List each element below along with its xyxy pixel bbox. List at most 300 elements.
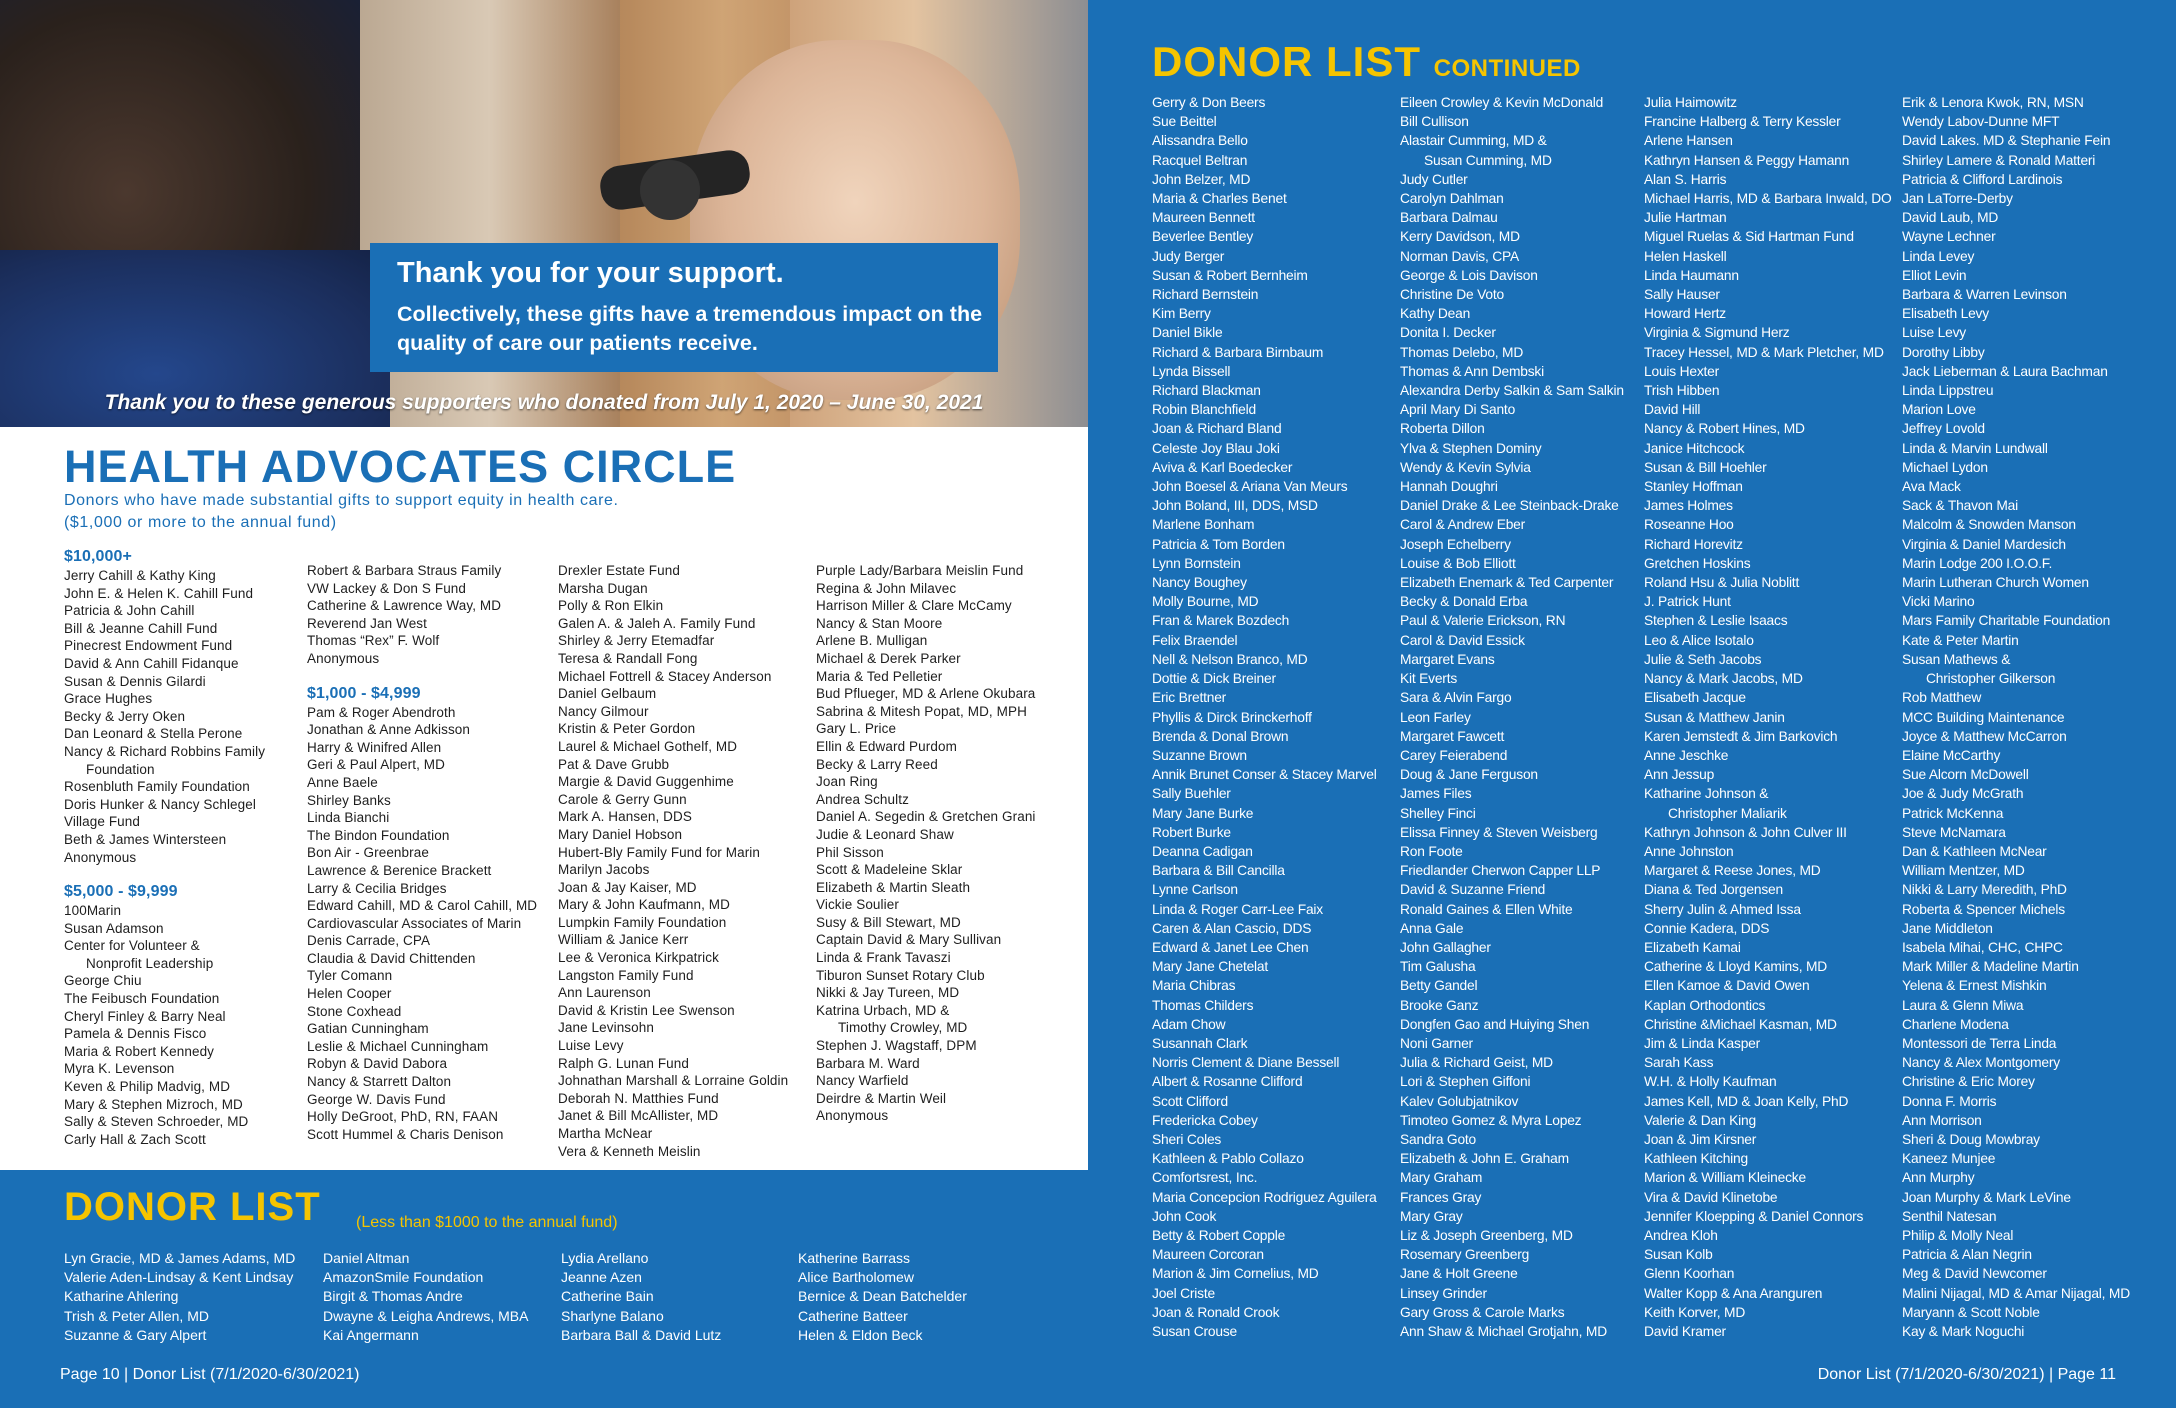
donor-name: Cheryl Finley & Barry Neal (64, 1008, 226, 1024)
donor-name: Katrina Urbach, MD & (816, 1002, 950, 1018)
donor-name: Margaret Evans (1400, 651, 1495, 667)
donor-name: Joel Criste (1152, 1285, 1215, 1301)
donor-name: Anonymous (64, 849, 137, 865)
donor-name: Maria & Robert Kennedy (64, 1043, 215, 1059)
donor-name: Andrea Schultz (816, 791, 909, 807)
donor-name: Vicki Marino (1902, 594, 1975, 610)
donor-name: Kate & Peter Martin (1902, 632, 2019, 648)
health-advocates-circle-title: HEALTH ADVOCATES CIRCLE (64, 441, 737, 492)
donor-name: Noni Garner (1400, 1035, 1473, 1051)
donor-name: Patricia & Alan Negrin (1902, 1247, 2032, 1263)
donor-name: Adam Chow (1152, 1016, 1226, 1032)
donor-name: Ellen Kamoe & David Owen (1644, 978, 1810, 994)
donor-name: Senthil Natesan (1902, 1208, 1997, 1224)
donor-name: Nancy & Mark Jacobs, MD (1644, 671, 1803, 687)
donor-name: Elisabeth Jacque (1644, 690, 1746, 706)
donor-name: Christine & Eric Morey (1902, 1074, 2035, 1090)
donor-name: Pam & Roger Abendroth (307, 704, 456, 720)
donor-name: Maureen Bennett (1152, 210, 1255, 226)
donor-name: Leslie & Michael Cunningham (307, 1038, 489, 1054)
donor-name: Brenda & Donal Brown (1152, 728, 1289, 744)
donor-name: Jeffrey Lovold (1902, 421, 1985, 437)
donor-name: Harrison Miller & Clare McCamy (816, 598, 1012, 614)
hac-column-1 (64, 547, 265, 1148)
donor-name: Marlene Bonham (1152, 517, 1255, 533)
donor-name: Linda Levey (1902, 248, 1975, 264)
donor-name: Larry & Cecilia Bridges (307, 880, 447, 896)
donor-name: Timothy Crowley, MD (838, 1020, 968, 1036)
donor-name: Miguel Ruelas & Sid Hartman Fund (1644, 229, 1854, 245)
donor-name: Purple Lady/Barbara Meislin Fund (816, 563, 1024, 578)
donor-name: Mary Jane Burke (1152, 805, 1254, 821)
donor-name: Nell & Nelson Branco, MD (1152, 651, 1308, 667)
donor-name: Anonymous (307, 650, 380, 666)
donor-name: Christine De Voto (1400, 287, 1504, 303)
donor-name: Felix Braendel (1152, 632, 1238, 648)
donor-name: Mars Family Charitable Foundation (1902, 613, 2111, 629)
donor-name: Joe & Judy McGrath (1902, 786, 2024, 802)
donor-name: Valerie Aden-Lindsay & Kent Lindsay (64, 1269, 294, 1286)
donor-name: Kathy Dean (1400, 306, 1471, 322)
donor-name: Sara & Alvin Fargo (1400, 690, 1512, 706)
donor-name: Malcolm & Snowden Manson (1902, 517, 2076, 533)
donor-name: Bon Air - Greenbrae (307, 845, 429, 861)
donor-name: Deirdre & Martin Weil (816, 1090, 947, 1106)
donor-name: Patrick McKenna (1902, 805, 2004, 821)
donor-name: Kalev Golubjatnikov (1400, 1093, 1519, 1109)
donor-name: Sack & Thavon Mai (1902, 498, 2018, 514)
donor-name: Nonprofit Leadership (86, 955, 214, 971)
donor-name: Erik & Lenora Kwok, RN, MSN (1902, 95, 2084, 110)
donor-name: Christopher Maliarik (1668, 805, 1787, 821)
donor-name: Linda & Frank Tavaszi (816, 950, 951, 966)
donor-name: Francine Halberg & Terry Kessler (1644, 114, 1841, 130)
donor-name: Kit Everts (1400, 671, 1458, 687)
donor-name: Howard Hertz (1644, 306, 1726, 322)
donor-name: Lynne Carlson (1152, 882, 1238, 898)
donor-name: Brooke Ganz (1400, 997, 1479, 1013)
donor-name: Nancy & Richard Robbins Family (64, 743, 266, 759)
donor-name: George Chiu (64, 973, 142, 989)
donor-name: John E. & Helen K. Cahill Fund (64, 585, 254, 601)
donor-name: Joan Ring (816, 774, 878, 790)
donor-name: Betty Gandel (1400, 978, 1478, 994)
donor-name: David & Ann Cahill Fidanque (64, 655, 239, 671)
page-footer-left: Page 10 | Donor List (7/1/2020-6/30/2021) (60, 1366, 360, 1383)
donor-continued-column-2 (1400, 93, 1624, 1341)
donor-name: Maria Chibras (1152, 978, 1236, 994)
donor-name: Geri & Paul Alpert, MD (307, 757, 445, 773)
donor-name: VW Lackey & Don S Fund (307, 580, 467, 596)
donor-list-column-2 (323, 1249, 528, 1345)
donor-name: Mary & John Kaufmann, MD (558, 897, 730, 913)
donor-name: Luise Levy (1902, 325, 1966, 341)
donor-name: Tim Galusha (1400, 959, 1476, 975)
donor-name: MCC Building Maintenance (1902, 709, 2065, 725)
donor-name: Richard Blackman (1152, 383, 1261, 399)
donor-name: Dan & Kathleen McNear (1902, 843, 2047, 859)
donor-name: Sandra Goto (1400, 1131, 1477, 1147)
donor-name: Shirley Lamere & Ronald Matteri (1902, 152, 2096, 168)
donor-name: Lumpkin Family Foundation (558, 914, 727, 930)
hac-column-2 (307, 562, 537, 1143)
donor-name: Anne Jeschke (1644, 747, 1729, 763)
donor-name: Luise Levy (558, 1038, 624, 1054)
donor-name: Joan Murphy & Mark LeVine (1902, 1189, 2071, 1205)
donor-name: Linda & Roger Carr-Lee Faix (1152, 901, 1323, 917)
thank-you-box (370, 243, 998, 372)
donor-name: Gatian Cunningham (307, 1021, 429, 1037)
page-footer-right: Donor List (7/1/2020-6/30/2021) | Page 11 (1817, 1366, 2116, 1383)
donor-name: Gretchen Hoskins (1644, 555, 1751, 571)
donor-name: Ann Shaw & Michael Grotjahn, MD (1400, 1324, 1607, 1339)
donor-name: Glenn Koorhan (1644, 1266, 1735, 1282)
donor-name: Malini Nijagal, MD & Amar Nijagal, MD (1902, 1285, 2130, 1301)
donor-name: Donita I. Decker (1400, 325, 1496, 341)
hac-column-4 (816, 562, 1036, 1125)
thank-you-title: Thank you for your support. (397, 257, 784, 289)
donor-name: Catherine & Lloyd Kamins, MD (1644, 959, 1828, 975)
donor-name: Jonathan & Anne Adkisson (307, 722, 471, 738)
donor-name: Phil Sisson (816, 844, 884, 860)
donor-name: Harry & Winifred Allen (307, 739, 442, 755)
donor-name: Janet & Bill McAllister, MD (558, 1108, 719, 1124)
donor-list-title: DONOR LIST (64, 1185, 321, 1229)
donor-name: Linda Bianchi (307, 810, 390, 826)
donor-name: Dottie & Dick Breiner (1152, 671, 1276, 687)
donor-name: Molly Bourne, MD (1152, 594, 1259, 610)
donor-continued-column-3 (1644, 93, 1892, 1341)
donor-name: Galen A. & Jaleh A. Family Fund (558, 615, 756, 631)
donor-name: Alexandra Derby Salkin & Sam Salkin (1400, 383, 1624, 399)
donor-name: Ron Foote (1400, 843, 1463, 859)
donor-name: David Lakes. MD & Stephanie Fein (1902, 133, 2111, 149)
donor-name: Langston Family Fund (558, 967, 694, 983)
donor-name: Susan Cumming, MD (1424, 152, 1552, 168)
donor-name: David & Kristin Lee Swenson (558, 1002, 735, 1018)
donor-name: Ann Murphy (1902, 1170, 1975, 1186)
donor-name: Sherry Julin & Ahmed Issa (1644, 901, 1801, 917)
donor-name: Elissa Finney & Steven Weisberg (1400, 824, 1598, 840)
donor-name: Ann Morrison (1902, 1112, 1982, 1128)
donor-name: Shelley Finci (1400, 805, 1476, 821)
donor-name: Nikki & Larry Meredith, PhD (1902, 882, 2067, 898)
donor-name: John Gallagher (1400, 939, 1491, 955)
donor-name: John Belzer, MD (1152, 171, 1251, 187)
donor-name: Friedlander Cherwon Capper LLP (1400, 863, 1601, 879)
donor-name: Ava Mack (1902, 479, 1961, 495)
donor-name: Alissandra Bello (1152, 133, 1248, 149)
donor-name: Trish Hibben (1644, 383, 1720, 399)
donor-name: Hubert-Bly Family Fund for Marin (558, 844, 761, 860)
donor-name: Mary Gray (1400, 1208, 1463, 1224)
donor-name: Margaret Fawcett (1400, 728, 1505, 744)
donor-name: Scott Clifford (1152, 1093, 1228, 1109)
donor-name: Judy Berger (1152, 248, 1225, 264)
donor-name: Julie Hartman (1644, 210, 1727, 226)
donor-name: Carol & Andrew Eber (1400, 517, 1526, 533)
donor-name: James Files (1400, 786, 1472, 802)
donor-name: Susan & Bill Hoehler (1644, 459, 1767, 475)
donor-name: Beth & James Wintersteen (64, 831, 227, 847)
donor-name: Kay & Mark Noguchi (1902, 1324, 2025, 1339)
donor-name: Laura & Glenn Miwa (1902, 997, 2024, 1013)
donor-name: Shirley & Jerry Etemadfar (558, 633, 715, 649)
donor-name: Joyce & Matthew McCarron (1902, 728, 2067, 744)
donor-name: Drexler Estate Fund (558, 563, 680, 578)
giving-tier-heading: $10,000+ (64, 548, 132, 565)
donor-name: Catherine Bain (561, 1288, 654, 1305)
donor-name: W.H. & Holly Kaufman (1644, 1074, 1777, 1090)
donor-name: William & Janice Kerr (558, 932, 689, 948)
donor-name: Kim Berry (1152, 306, 1211, 322)
donor-name: Patricia & Tom Borden (1152, 536, 1285, 552)
donor-name: Laurel & Michael Gothelf, MD (558, 738, 738, 754)
donor-name: Susan & Dennis Gilardi (64, 673, 206, 689)
donor-name: Cardiovascular Associates of Marin (307, 915, 522, 931)
donor-name: Center for Volunteer & (64, 938, 200, 954)
donor-name: Wendy Labov-Dunne MFT (1902, 114, 2060, 130)
donor-name: Mary Daniel Hobson (558, 826, 683, 842)
donor-name: Maria & Charles Benet (1152, 191, 1287, 207)
donor-name: Maria Concepcion Rodriguez Aguilera (1152, 1189, 1377, 1205)
donor-name: Fran & Marek Bozdech (1152, 613, 1290, 629)
donor-name: Deanna Cadigan (1152, 843, 1253, 859)
donor-name: Judie & Leonard Shaw (816, 826, 954, 842)
donor-name: Maureen Corcoran (1152, 1247, 1264, 1263)
donor-name: Connie Kadera, DDS (1644, 920, 1770, 936)
donor-name: Jane & Holt Greene (1400, 1266, 1518, 1282)
donor-name: Marion & William Kleinecke (1644, 1170, 1806, 1186)
donor-name: Ylva & Stephen Dominy (1400, 440, 1542, 456)
donor-name: Kathryn Johnson & John Culver III (1644, 824, 1847, 840)
giving-tier-heading: $1,000 - $4,999 (307, 684, 421, 702)
donor-name: Leo & Alice Isotalo (1644, 632, 1754, 648)
donor-name: Catherine Batteer (798, 1307, 908, 1324)
donor-name: Dwayne & Leigha Andrews, MBA (323, 1307, 529, 1324)
donor-name: Linda Lippstreu (1902, 383, 1994, 399)
donor-name: Nancy Warfield (816, 1073, 909, 1089)
donor-name: Stanley Hoffman (1644, 479, 1743, 495)
donor-name: Lydia Arellano (561, 1250, 649, 1266)
donor-name: Doug & Jane Ferguson (1400, 767, 1538, 783)
donor-name: Johnathan Marshall & Lorraine Goldin (558, 1073, 789, 1089)
donor-name: Jan LaTorre-Derby (1902, 191, 2013, 207)
donor-name: Helen Haskell (1644, 248, 1727, 264)
donor-name: Wendy & Kevin Sylvia (1400, 459, 1531, 475)
donor-name: Susan Crouse (1152, 1324, 1238, 1339)
donor-name: Nancy & Stan Moore (816, 615, 943, 631)
donor-name: Dan Leonard & Stella Perone (64, 726, 243, 742)
donor-name: Robin Blanchfield (1152, 402, 1256, 418)
donor-name: John Cook (1152, 1208, 1217, 1224)
donor-name: Meg & David Newcomer (1902, 1266, 2047, 1282)
donor-name: Keith Korver, MD (1644, 1304, 1746, 1320)
donor-name: Marion & Jim Cornelius, MD (1152, 1266, 1319, 1282)
donor-name: Foundation (86, 761, 155, 777)
donor-name: Ann Jessup (1644, 767, 1715, 783)
donor-name: David Hill (1644, 402, 1701, 418)
donor-name: Elaine McCarthy (1902, 747, 2001, 763)
donor-name: Teresa & Randall Fong (558, 650, 698, 666)
donor-name: Diana & Ted Jorgensen (1644, 882, 1783, 898)
donor-name: Helen Cooper (307, 986, 392, 1002)
donor-name: Robert Burke (1152, 824, 1231, 840)
donor-name: Philip & Molly Neal (1902, 1227, 2014, 1243)
donor-name: Marsha Dugan (558, 580, 648, 596)
donor-continued-column-1 (1152, 93, 1377, 1341)
donor-name: Marin Lodge 200 I.O.O.F. (1902, 555, 2053, 571)
donor-name: Albert & Rosanne Clifford (1152, 1074, 1303, 1090)
donor-name: Julie & Seth Jacobs (1644, 651, 1762, 667)
donor-name: Carey Feierabend (1400, 747, 1508, 763)
donor-name: Michael Lydon (1902, 459, 1988, 475)
donor-name: Norman Davis, CPA (1400, 248, 1520, 264)
donor-name: 100Marin (64, 903, 122, 919)
donor-name: Sally Buehler (1152, 786, 1231, 802)
donor-name: Susan Adamson (64, 920, 164, 936)
donor-name: AmazonSmile Foundation (323, 1269, 484, 1286)
donor-name: Susy & Bill Stewart, MD (816, 914, 961, 930)
donor-name: Charlene Modena (1902, 1016, 2009, 1032)
donor-name: Roland Hsu & Julia Noblitt (1644, 575, 1800, 591)
donor-name: George & Lois Davison (1400, 267, 1538, 283)
donor-name: Karen Jemstedt & Jim Barkovich (1644, 728, 1838, 744)
donor-name: Suzanne Brown (1152, 747, 1247, 763)
donor-list-column-3 (561, 1249, 721, 1345)
donor-name: Bud Pflueger, MD & Arlene Okubara (816, 686, 1036, 702)
donor-name: Edward & Janet Lee Chen (1152, 939, 1309, 955)
donor-name: Jack Lieberman & Laura Bachman (1902, 363, 2108, 379)
donor-name: Patricia & Clifford Lardinois (1902, 171, 2063, 187)
donor-name: Dorothy Libby (1902, 344, 1985, 360)
donor-name: Trish & Peter Allen, MD (64, 1307, 209, 1324)
donor-name: Elliot Levin (1902, 267, 1967, 283)
donor-name: Wayne Lechner (1902, 229, 1996, 245)
donor-name: Becky & Jerry Oken (64, 708, 186, 724)
donor-name: Celeste Joy Blau Joki (1152, 440, 1280, 456)
donor-name: Ralph G. Lunan Fund (558, 1055, 689, 1071)
donor-name: Daniel Bikle (1152, 325, 1223, 341)
donor-name: Susan Kolb (1644, 1247, 1713, 1263)
donor-name: Alastair Cumming, MD & (1400, 133, 1547, 149)
donor-name: Grace Hughes (64, 691, 153, 707)
donor-name: Reverend Jan West (307, 615, 428, 631)
donor-name: Sabrina & Mitesh Popat, MD, MPH (816, 703, 1027, 719)
donor-name: Montessori de Terra Linda (1902, 1035, 2057, 1051)
donor-name: Carol & David Essick (1400, 632, 1525, 648)
donor-name: Christopher Gilkerson (1926, 671, 2056, 687)
donor-name: Louise & Bob Elliott (1400, 555, 1516, 571)
donor-name: Daniel Gelbaum (558, 686, 657, 702)
donor-name: Richard Bernstein (1152, 287, 1259, 303)
donor-name: Carole & Gerry Gunn (558, 791, 687, 807)
donor-name: Janice Hitchcock (1644, 440, 1745, 456)
donor-name: Timoteo Gomez & Myra Lopez (1400, 1112, 1582, 1128)
donor-name: Ann Laurenson (558, 985, 651, 1001)
donor-name: Barbara Dalmau (1400, 210, 1498, 226)
donor-name: Betty & Robert Copple (1152, 1227, 1286, 1243)
donor-name: Daniel A. Segedin & Gretchen Grani (816, 809, 1036, 825)
donor-name: Isabela Mihai, CHC, CHPC (1902, 939, 2063, 955)
donor-name: Leon Farley (1400, 709, 1471, 725)
donor-name: Elizabeth & Martin Sleath (816, 879, 971, 895)
donor-name: Sue Alcorn McDowell (1902, 767, 2029, 783)
donor-name: Daniel Drake & Lee Steinback-Drake (1400, 498, 1619, 514)
donor-name: Becky & Larry Reed (816, 756, 938, 772)
donor-name: Barbara Ball & David Lutz (561, 1326, 722, 1343)
donor-name: Kaneez Munjee (1902, 1151, 1996, 1167)
donor-name: Daniel Altman (323, 1250, 410, 1266)
donor-name: Aviva & Karl Boedecker (1152, 459, 1293, 475)
donor-name: Mark Miller & Madeline Martin (1902, 959, 2079, 975)
donor-name: Scott & Madeleine Sklar (816, 862, 963, 878)
donor-name: James Kell, MD & Joan Kelly, PhD (1644, 1093, 1849, 1109)
photo-caption: Thank you to these generous supporters who donated from July 1, 2020 – June 30, 2021 (104, 391, 984, 414)
donor-name: Vira & David Klinetobe (1644, 1189, 1778, 1205)
donor-name: John Boesel & Ariana Van Meurs (1152, 479, 1348, 495)
donor-name: Jerry Cahill & Kathy King (64, 568, 216, 583)
donor-name: Gerry & Don Beers (1152, 95, 1266, 110)
donor-name: Sue Beittel (1152, 114, 1217, 130)
donor-name: Nancy & Robert Hines, MD (1644, 421, 1805, 437)
donor-name: Eric Brettner (1152, 690, 1227, 706)
donor-name: Pamela & Dennis Fisco (64, 1026, 207, 1042)
donor-name: Annik Brunet Conser & Stacey Marvel (1152, 767, 1377, 783)
title-continued: CONTINUED (1433, 55, 1581, 82)
donor-name: Katharine Ahlering (64, 1288, 179, 1305)
donor-name: Virginia & Daniel Mardesich (1902, 536, 2066, 552)
donor-name: Joan & Jay Kaiser, MD (558, 879, 697, 895)
donor-name: Linda Haumann (1644, 267, 1739, 283)
donor-name: J. Patrick Hunt (1644, 594, 1731, 610)
donor-name: Walter Kopp & Ana Aranguren (1644, 1285, 1823, 1301)
donor-name: Becky & Donald Erba (1400, 594, 1528, 610)
donor-name: Judy Cutler (1400, 171, 1468, 187)
donor-name: Linsey Grinder (1400, 1285, 1487, 1301)
donor-name: Thomas & Ann Dembski (1400, 363, 1544, 379)
donor-name: Joseph Echelberry (1400, 536, 1511, 552)
donor-name: Elisabeth Levy (1902, 306, 1989, 322)
donor-name: Robyn & David Dabora (307, 1056, 448, 1072)
donor-name: Yelena & Ernest Mishkin (1902, 978, 2047, 994)
donor-list-subtitle: (Less than $1000 to the annual fund) (356, 1214, 618, 1231)
donor-name: Frances Gray (1400, 1189, 1482, 1205)
donor-name: Stephen & Leslie Isaacs (1644, 613, 1788, 629)
donor-name: Roseanne Hoo (1644, 517, 1734, 533)
donor-name: Gary Gross & Carole Marks (1400, 1304, 1565, 1320)
donor-name: Sharlyne Balano (561, 1307, 664, 1324)
donor-name: Nancy & Starrett Dalton (307, 1074, 452, 1090)
donor-name: Maria & Ted Pelletier (816, 668, 943, 684)
donor-name: Robert & Barbara Straus Family (307, 563, 502, 578)
donor-name: Mark A. Hansen, DDS (558, 809, 692, 825)
donor-name: David & Suzanne Friend (1400, 882, 1546, 898)
donor-name: Carolyn Dahlman (1400, 191, 1504, 207)
donor-name: George W. Davis Fund (307, 1091, 446, 1107)
donor-name: John Boland, III, DDS, MSD (1152, 498, 1318, 514)
donor-name: Kathleen Kitching (1644, 1151, 1748, 1167)
donor-name: Tracey Hessel, MD & Mark Pletcher, MD (1644, 344, 1884, 360)
donor-name: Maryann & Scott Noble (1902, 1304, 2040, 1320)
donor-name: Vickie Soulier (816, 897, 899, 913)
donor-name: Barbara M. Ward (816, 1055, 920, 1071)
donor-name: Jane Levinsohn (558, 1020, 654, 1036)
donor-name: Phyllis & Dirck Brinckerhoff (1152, 709, 1312, 725)
donor-name: Elizabeth & John E. Graham (1400, 1151, 1569, 1167)
donor-name: Jennifer Kloepping & Daniel Connors (1644, 1208, 1864, 1224)
donor-name: Kerry Davidson, MD (1400, 229, 1520, 245)
